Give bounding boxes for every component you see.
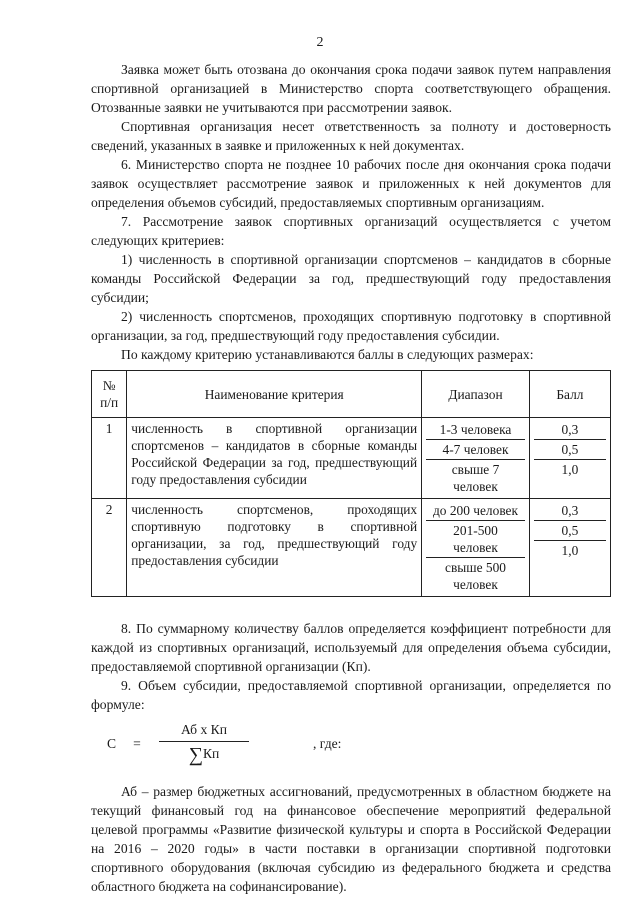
table-row bbox=[92, 499, 611, 597]
header-num: № п/п bbox=[92, 371, 127, 418]
range-cell: 201-500 человек bbox=[426, 521, 525, 558]
range-cell: до 200 человек bbox=[426, 501, 525, 521]
range-cell: свыше 500 человек bbox=[445, 560, 506, 592]
paragraph: 7. Рассмотрение заявок спортивных организаций осуществляется с учетом следующих критериев: bbox=[91, 214, 611, 248]
range-cell: свыше 7 человек bbox=[451, 462, 500, 494]
formula-fraction bbox=[159, 720, 249, 765]
table-row bbox=[92, 418, 611, 499]
formula bbox=[91, 720, 611, 774]
paragraph: 6. Министерство спорта не позднее 10 рабочих после дня окончания срока подачи заявок осуществляет рассмотрение заявок и приложенных к ней документов для определения объемов субсидий, предоставляемых спортивным организациям. bbox=[91, 157, 611, 210]
table-header-row bbox=[92, 371, 611, 418]
formula-equals: = bbox=[133, 736, 141, 751]
row-scores bbox=[529, 499, 610, 597]
formula-lhs bbox=[107, 734, 141, 753]
range-cell: 4-7 человек bbox=[426, 440, 525, 460]
formula-denominator: Кп bbox=[202, 746, 220, 761]
formula-denominator-wrap bbox=[159, 742, 249, 765]
paragraph: 8. По суммарному количеству баллов определяется коэффициент потребности для каждой из спортивных организаций, используемый для определения объема субсидии, предоставляемой спортивной организации (Кп). bbox=[91, 621, 611, 674]
formula-numerator: Аб х Кп bbox=[159, 720, 249, 742]
row-scores bbox=[529, 418, 610, 499]
definition-ab: Аб – размер бюджетных ассигнований, предусмотренных в областном бюджете на текущий финансовый год на финансовое обеспечение мероприятий федеральной целевой программы «Развитие физической культуры и спорта в Российской Федерации на 2016 – 2020 годы» в части поставки в организации спортивной подготовки спортивного оборудования (включая субсидию из федерального бюджета и средства областного бюджета на софинансирование). bbox=[91, 784, 611, 894]
criteria-table bbox=[91, 370, 611, 597]
header-range: Диапазон bbox=[422, 371, 530, 418]
page-number: 2 bbox=[316, 35, 324, 50]
score-cell: 0,5 bbox=[534, 521, 606, 541]
header-name: Наименование критерия bbox=[127, 371, 422, 418]
header-score: Балл bbox=[529, 371, 610, 418]
paragraph: Заявка может быть отозвана до окончания срока подачи заявок путем направления спортивной организацией в Министерство спорта соответствующего обращения. Отозванные заявки не учитываются при рассмотрении заявок. bbox=[91, 62, 611, 115]
score-cell: 0,3 bbox=[534, 501, 606, 521]
paragraph: 1) численность в спортивной организации спортсменов – кандидатов в сборные команды Российской Федерации за год, предшествующий году предоставления субсидии; bbox=[91, 252, 611, 305]
sum-symbol: ∑ bbox=[188, 744, 203, 766]
paragraph: 2) численность спортсменов, проходящих спортивную подготовку в спортивной организации, за год, предшествующий году предоставления субсидии. bbox=[91, 309, 611, 343]
row-criterion: численность спортсменов, проходящих спортивную подготовку в спортивной организации, за год, предшествующий году предоставления субсидии bbox=[127, 499, 422, 597]
paragraph: Спортивная организация несет ответственность за полноту и достоверность сведений, указанных в заявке и приложенных к ней документах. bbox=[91, 119, 611, 153]
row-ranges bbox=[422, 418, 530, 499]
row-num: 1 bbox=[92, 418, 127, 499]
score-cell: 1,0 bbox=[561, 543, 579, 558]
score-cell: 1,0 bbox=[561, 462, 579, 477]
paragraph: По каждому критерию устанавливаются баллы в следующих размерах: bbox=[121, 347, 534, 362]
document-body bbox=[91, 60, 611, 896]
row-ranges bbox=[422, 499, 530, 597]
paragraph: 9. Объем субсидии, предоставляемой спортивной организации, определяется по формуле: bbox=[91, 678, 611, 712]
range-cell: 1-3 человека bbox=[426, 420, 525, 440]
formula-where: , где: bbox=[313, 736, 342, 751]
score-cell: 0,3 bbox=[534, 420, 606, 440]
row-num: 2 bbox=[92, 499, 127, 597]
score-cell: 0,5 bbox=[534, 440, 606, 460]
formula-c: С bbox=[107, 736, 117, 751]
row-criterion: численность в спортивной организации спортсменов – кандидатов в сборные команды Российской Федерации за год, предшествующий году предоставления субсидии bbox=[127, 418, 422, 499]
